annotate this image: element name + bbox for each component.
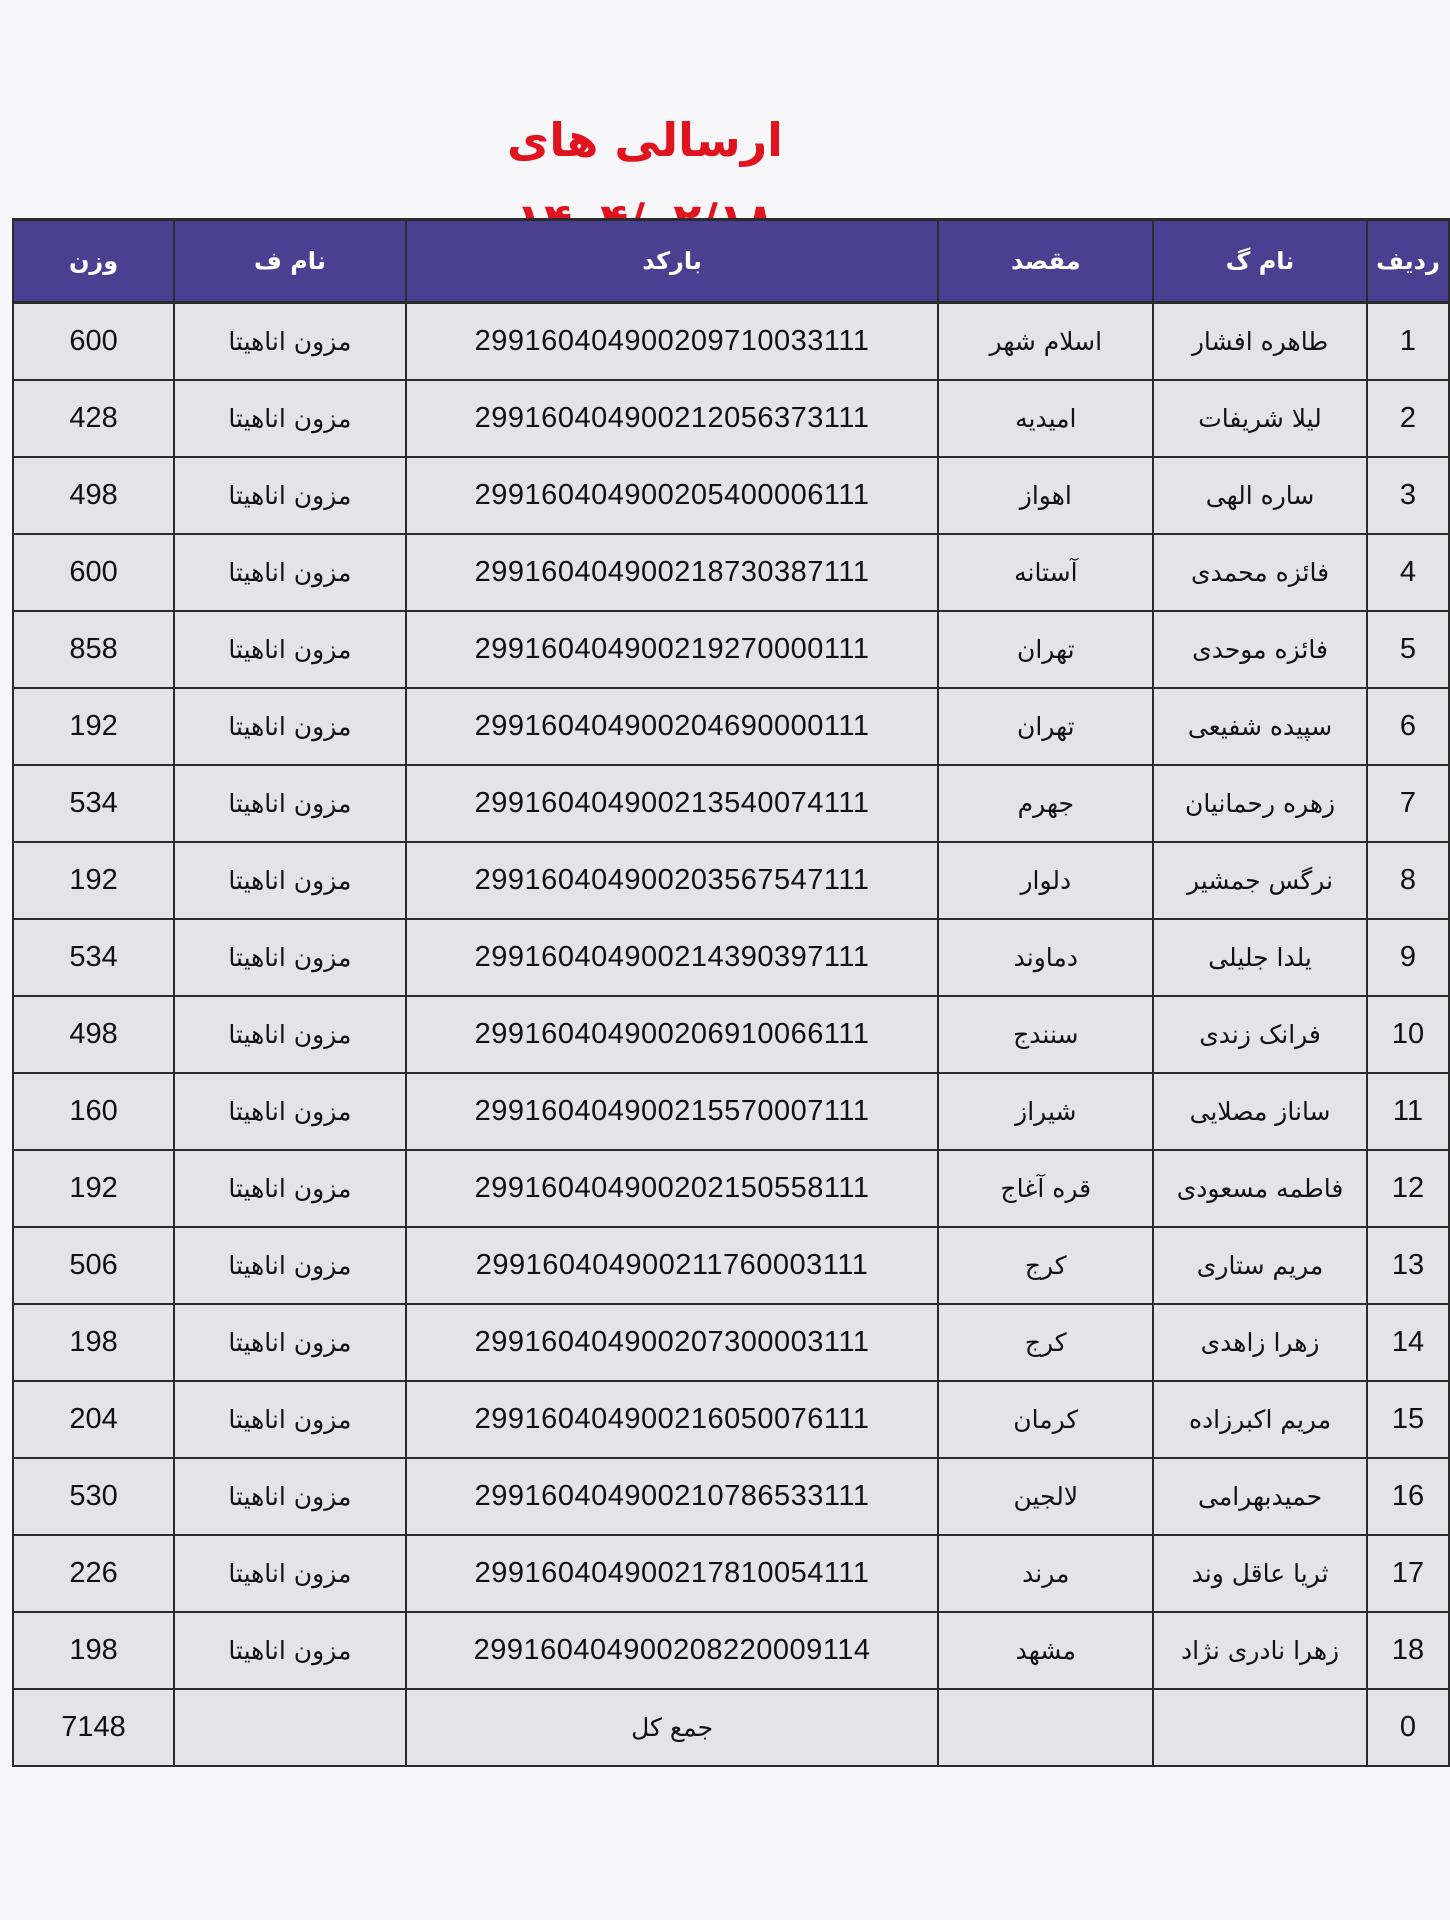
cell-destination: کرج — [938, 1227, 1153, 1304]
table-row — [13, 1150, 1449, 1227]
cell-weight: 160 — [13, 1073, 174, 1150]
total-dest-empty — [938, 1689, 1153, 1766]
cell-weight: 192 — [13, 842, 174, 919]
cell-destination: دماوند — [938, 919, 1153, 996]
cell-row-number: 7 — [1367, 765, 1449, 842]
table-row — [13, 380, 1449, 457]
table-row — [13, 996, 1449, 1073]
cell-destination: تهران — [938, 611, 1153, 688]
cell-row-number: 2 — [1367, 380, 1449, 457]
table-body — [13, 303, 1449, 1767]
cell-barcode: 299160404900218730387111 — [406, 534, 939, 611]
cell-destination: لالجین — [938, 1458, 1153, 1535]
cell-row-number: 12 — [1367, 1150, 1449, 1227]
cell-store-name: مزون اناهیتا — [174, 1150, 406, 1227]
cell-destination: مرند — [938, 1535, 1153, 1612]
cell-recipient-name: فائزه موحدی — [1153, 611, 1367, 688]
table-row — [13, 1381, 1449, 1458]
cell-barcode: 299160404900209710033111 — [406, 303, 939, 381]
cell-recipient-name: زهرا زاهدی — [1153, 1304, 1367, 1381]
cell-barcode: 299160404900217810054111 — [406, 1535, 939, 1612]
cell-barcode: 299160404900204690000111 — [406, 688, 939, 765]
cell-store-name: مزون اناهیتا — [174, 1381, 406, 1458]
cell-weight: 534 — [13, 765, 174, 842]
cell-row-number: 15 — [1367, 1381, 1449, 1458]
cell-weight: 198 — [13, 1304, 174, 1381]
cell-row-number: 8 — [1367, 842, 1449, 919]
page-title: ارسالی های — [507, 113, 783, 167]
header-row-number: ردیف — [1367, 220, 1449, 303]
cell-destination: سنندج — [938, 996, 1153, 1073]
table-row — [13, 1073, 1449, 1150]
cell-barcode: 299160404900213540074111 — [406, 765, 939, 842]
cell-row-number: 17 — [1367, 1535, 1449, 1612]
cell-store-name: مزون اناهیتا — [174, 1304, 406, 1381]
cell-recipient-name: فاطمه مسعودی — [1153, 1150, 1367, 1227]
cell-weight: 498 — [13, 996, 174, 1073]
cell-recipient-name: مریم ستاری — [1153, 1227, 1367, 1304]
cell-recipient-name: حمیدبهرامی — [1153, 1458, 1367, 1535]
cell-store-name: مزون اناهیتا — [174, 1458, 406, 1535]
cell-row-number: 13 — [1367, 1227, 1449, 1304]
total-row-number: 0 — [1367, 1689, 1449, 1766]
cell-weight: 858 — [13, 611, 174, 688]
cell-recipient-name: ساناز مصلایی — [1153, 1073, 1367, 1150]
table-row — [13, 1458, 1449, 1535]
table-row — [13, 303, 1449, 381]
cell-destination: کرج — [938, 1304, 1153, 1381]
cell-recipient-name: یلدا جلیلی — [1153, 919, 1367, 996]
cell-barcode: 299160404900210786533111 — [406, 1458, 939, 1535]
table-row — [13, 1227, 1449, 1304]
total-name-empty — [1153, 1689, 1367, 1766]
cell-weight: 428 — [13, 380, 174, 457]
cell-store-name: مزون اناهیتا — [174, 457, 406, 534]
header-destination: مقصد — [938, 220, 1153, 303]
cell-weight: 600 — [13, 534, 174, 611]
cell-barcode: 299160404900212056373111 — [406, 380, 939, 457]
cell-row-number: 1 — [1367, 303, 1449, 381]
cell-barcode: 299160404900206910066111 — [406, 996, 939, 1073]
cell-weight: 198 — [13, 1612, 174, 1689]
cell-destination: مشهد — [938, 1612, 1153, 1689]
cell-weight: 600 — [13, 303, 174, 381]
cell-store-name: مزون اناهیتا — [174, 303, 406, 381]
cell-weight: 534 — [13, 919, 174, 996]
total-weight: 7148 — [13, 1689, 174, 1766]
cell-destination: آستانه — [938, 534, 1153, 611]
cell-recipient-name: مریم اکبرزاده — [1153, 1381, 1367, 1458]
cell-weight: 506 — [13, 1227, 174, 1304]
header-barcode: بارکد — [406, 220, 939, 303]
cell-store-name: مزون اناهیتا — [174, 688, 406, 765]
cell-barcode: 299160404900208220009114 — [406, 1612, 939, 1689]
table-row — [13, 1304, 1449, 1381]
table-row — [13, 765, 1449, 842]
cell-row-number: 5 — [1367, 611, 1449, 688]
cell-destination: شیراز — [938, 1073, 1153, 1150]
cell-barcode: 299160404900205400006111 — [406, 457, 939, 534]
total-row — [13, 1689, 1449, 1766]
cell-recipient-name: فائزه محمدی — [1153, 534, 1367, 611]
cell-store-name: مزون اناهیتا — [174, 765, 406, 842]
table-row — [13, 1535, 1449, 1612]
header-store: نام ف — [174, 220, 406, 303]
cell-barcode: 299160404900203567547111 — [406, 842, 939, 919]
cell-row-number: 18 — [1367, 1612, 1449, 1689]
cell-recipient-name: ساره الهی — [1153, 457, 1367, 534]
cell-barcode: 299160404900202150558111 — [406, 1150, 939, 1227]
cell-store-name: مزون اناهیتا — [174, 534, 406, 611]
cell-store-name: مزون اناهیتا — [174, 1612, 406, 1689]
cell-barcode: 299160404900207300003111 — [406, 1304, 939, 1381]
cell-weight: 498 — [13, 457, 174, 534]
cell-destination: دلوار — [938, 842, 1153, 919]
cell-store-name: مزون اناهیتا — [174, 919, 406, 996]
cell-weight: 204 — [13, 1381, 174, 1458]
cell-recipient-name: لیلا شریفات — [1153, 380, 1367, 457]
cell-barcode: 299160404900215570007111 — [406, 1073, 939, 1150]
cell-destination: تهران — [938, 688, 1153, 765]
cell-store-name: مزون اناهیتا — [174, 611, 406, 688]
cell-destination: امیدیه — [938, 380, 1153, 457]
total-store-empty — [174, 1689, 406, 1766]
cell-store-name: مزون اناهیتا — [174, 1535, 406, 1612]
cell-recipient-name: فرانک زندی — [1153, 996, 1367, 1073]
cell-weight: 530 — [13, 1458, 174, 1535]
cell-store-name: مزون اناهیتا — [174, 842, 406, 919]
cell-weight: 226 — [13, 1535, 174, 1612]
cell-row-number: 10 — [1367, 996, 1449, 1073]
cell-store-name: مزون اناهیتا — [174, 380, 406, 457]
table-row — [13, 919, 1449, 996]
table-row — [13, 611, 1449, 688]
cell-destination: قره آغاج — [938, 1150, 1153, 1227]
cell-destination: جهرم — [938, 765, 1153, 842]
total-label: جمع کل — [406, 1689, 939, 1766]
cell-barcode: 299160404900216050076111 — [406, 1381, 939, 1458]
table-row — [13, 842, 1449, 919]
cell-row-number: 16 — [1367, 1458, 1449, 1535]
shipments-table — [12, 218, 1450, 1767]
cell-recipient-name: طاهره افشار — [1153, 303, 1367, 381]
cell-recipient-name: نرگس جمشیر — [1153, 842, 1367, 919]
cell-recipient-name: زهرا نادری نژاد — [1153, 1612, 1367, 1689]
cell-barcode: 299160404900214390397111 — [406, 919, 939, 996]
cell-barcode: 299160404900219270000111 — [406, 611, 939, 688]
table-row — [13, 457, 1449, 534]
cell-recipient-name: ثریا عاقل وند — [1153, 1535, 1367, 1612]
cell-weight: 192 — [13, 1150, 174, 1227]
header-weight: وزن — [13, 220, 174, 303]
cell-barcode: 299160404900211760003111 — [406, 1227, 939, 1304]
cell-destination: اسلام شهر — [938, 303, 1153, 381]
table-row — [13, 534, 1449, 611]
cell-destination: کرمان — [938, 1381, 1153, 1458]
cell-store-name: مزون اناهیتا — [174, 1073, 406, 1150]
cell-row-number: 11 — [1367, 1073, 1449, 1150]
header-name: نام گ — [1153, 220, 1367, 303]
cell-row-number: 9 — [1367, 919, 1449, 996]
cell-destination: اهواز — [938, 457, 1153, 534]
cell-row-number: 4 — [1367, 534, 1449, 611]
cell-row-number: 14 — [1367, 1304, 1449, 1381]
table-row — [13, 688, 1449, 765]
cell-store-name: مزون اناهیتا — [174, 996, 406, 1073]
cell-recipient-name: زهره رحمانیان — [1153, 765, 1367, 842]
table-row — [13, 1612, 1449, 1689]
cell-row-number: 6 — [1367, 688, 1449, 765]
cell-weight: 192 — [13, 688, 174, 765]
cell-row-number: 3 — [1367, 457, 1449, 534]
cell-recipient-name: سپیده شفیعی — [1153, 688, 1367, 765]
cell-store-name: مزون اناهیتا — [174, 1227, 406, 1304]
table-header-row — [13, 220, 1449, 303]
